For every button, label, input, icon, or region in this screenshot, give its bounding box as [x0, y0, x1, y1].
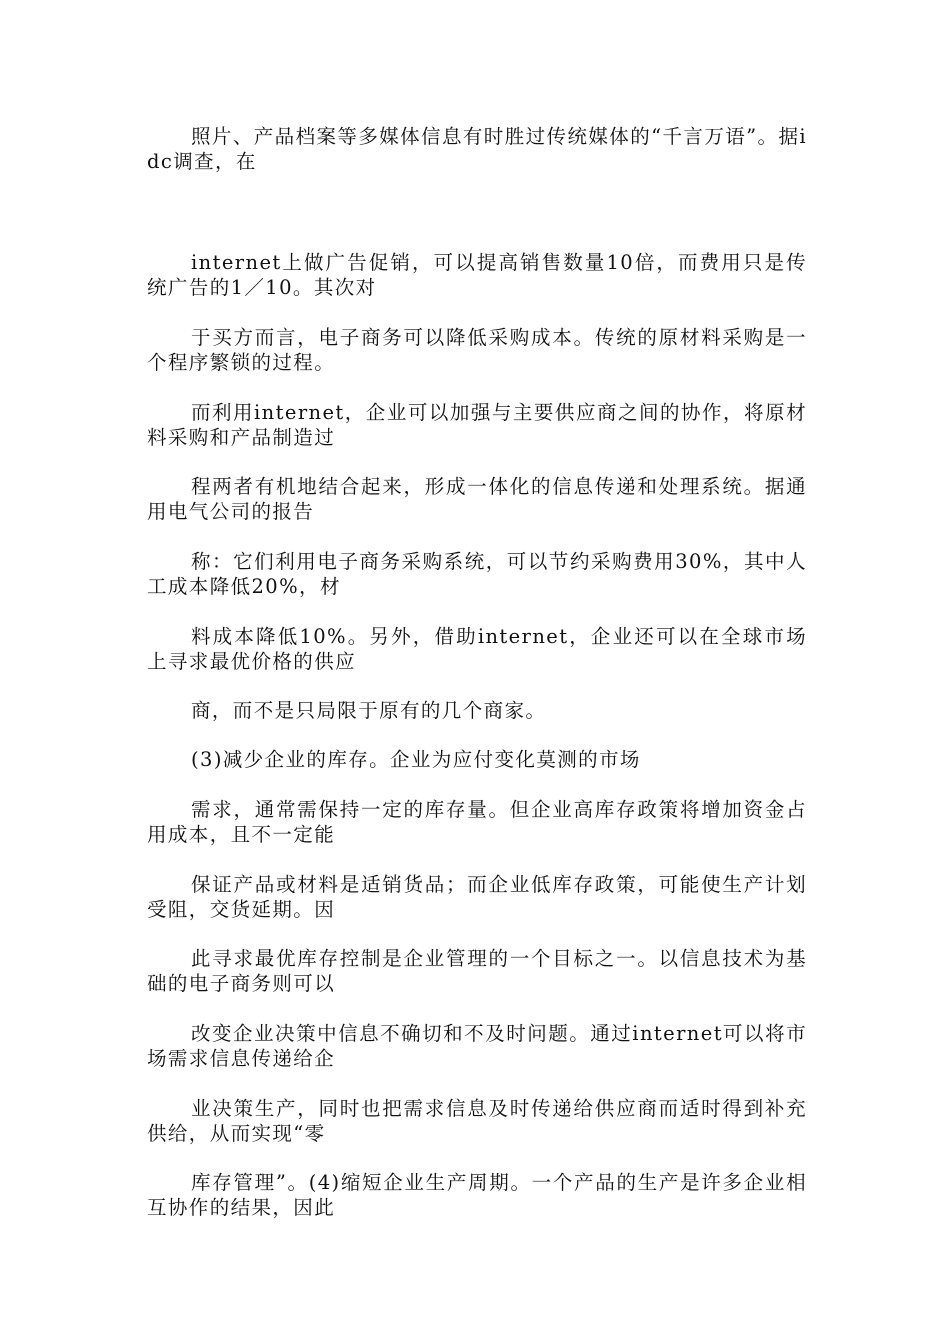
paragraph: 称：它们利用电子商务采购系统，可以节约采购费用30%，其中人工成本降低20%，材 — [147, 550, 807, 598]
paragraph: 此寻求最优库存控制是企业管理的一个目标之一。以信息技术为基础的电子商务则可以 — [147, 947, 807, 995]
paragraph: 改变企业决策中信息不确切和不及时问题。通过internet可以将市场需求信息传递给企 — [147, 1022, 807, 1070]
paragraph: 商，而不是只局限于原有的几个商家。 — [191, 699, 547, 722]
paragraph: 业决策生产，同时也把需求信息及时传递给供应商而适时得到补充供给，从而实现“零 — [147, 1097, 807, 1145]
paragraph: 照片、产品档案等多媒体信息有时胜过传统媒体的“千言万语”。据idc调查，在 — [147, 125, 807, 173]
paragraph: internet上做广告促销，可以提高销售数量10倍，而费用只是传统广告的1／10。其次对 — [147, 251, 807, 299]
paragraph: 于买方而言，电子商务可以降低采购成本。传统的原材料采购是一个程序繁锁的过程。 — [147, 326, 807, 374]
paragraph: 保证产品或材料是适销货品；而企业低库存政策，可能使生产计划受阻，交货延期。因 — [147, 873, 807, 921]
paragraph: (3)减少企业的库存。企业为应付变化莫测的市场 — [191, 748, 641, 771]
paragraph: 需求，通常需保持一定的库存量。但企业高库存政策将增加资金占用成本，且不一定能 — [147, 798, 807, 846]
paragraph: 而利用internet，企业可以加强与主要供应商之间的协作，将原材料采购和产品制造过 — [147, 401, 807, 449]
paragraph: 料成本降低10%。另外，借助internet，企业还可以在全球市场上寻求最优价格的供应 — [147, 625, 807, 673]
paragraph: 库存管理”。(4)缩短企业生产周期。一个产品的生产是许多企业相互协作的结果，因此 — [147, 1171, 807, 1219]
paragraph: 程两者有机地结合起来，形成一体化的信息传递和处理系统。据通用电气公司的报告 — [147, 475, 807, 523]
